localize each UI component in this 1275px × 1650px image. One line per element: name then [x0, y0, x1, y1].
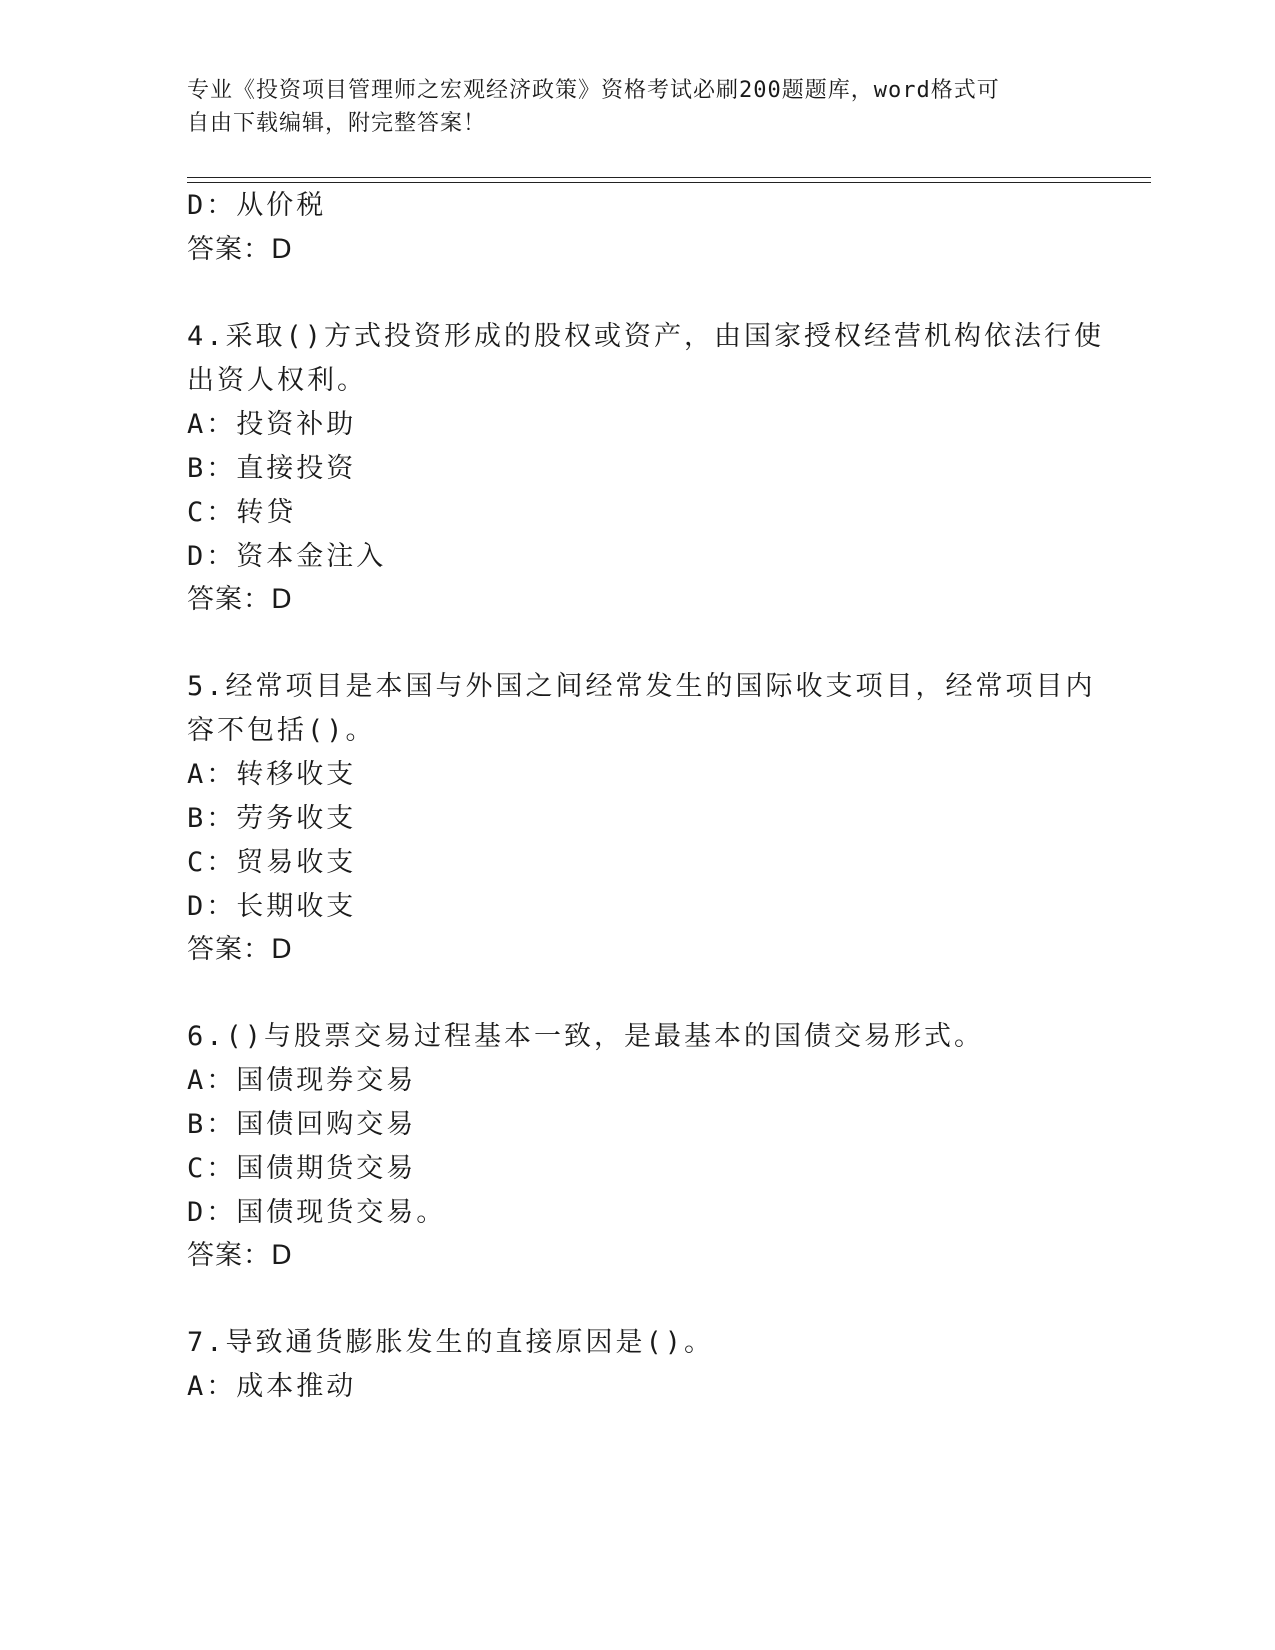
header-divider-bottom	[187, 182, 1151, 183]
q5-option-b: B：劳务收支	[187, 803, 357, 834]
q3-option-d: D：从价税	[187, 190, 327, 221]
q7-stem-line-1: 7.导致通货膨胀发生的直接原因是()。	[187, 1327, 715, 1358]
q3-answer: 答案：D	[187, 234, 293, 265]
q4-option-b: B：直接投资	[187, 453, 357, 484]
q4-option-a: A：投资补助	[187, 409, 357, 440]
header-line-1: 专业《投资项目管理师之宏观经济政策》资格考试必刷200题题库，word格式可	[187, 78, 1000, 103]
q6-option-b: B：国债回购交易	[187, 1109, 417, 1140]
header-divider-top	[187, 177, 1151, 178]
document-header	[187, 74, 1087, 140]
q5-option-a: A：转移收支	[187, 759, 357, 790]
q6-stem-line-1: 6.()与股票交易过程基本一致，是最基本的国债交易形式。	[187, 1021, 985, 1052]
q7-option-a: A：成本推动	[187, 1371, 357, 1402]
q6-option-a: A：国债现券交易	[187, 1065, 417, 1096]
q4-stem-line-2: 出资人权利。	[187, 365, 367, 396]
q4-stem-line-1: 4.采取()方式投资形成的股权或资产，由国家授权经营机构依法行使	[187, 321, 1105, 352]
q5-answer: 答案：D	[187, 934, 293, 965]
q5-stem-line-1: 5.经常项目是本国与外国之间经常发生的国际收支项目，经常项目内	[187, 671, 1096, 702]
header-line-2: 自由下载编辑，附完整答案！	[187, 111, 487, 136]
q5-stem-line-2: 容不包括()。	[187, 715, 376, 746]
q4-answer: 答案：D	[187, 584, 293, 615]
q6-option-c: C：国债期货交易	[187, 1153, 417, 1184]
q4-option-c: C：转贷	[187, 497, 297, 528]
q6-option-d: D：国债现货交易。	[187, 1197, 447, 1228]
q5-option-c: C：贸易收支	[187, 847, 357, 878]
q4-option-d: D：资本金注入	[187, 541, 387, 572]
q6-answer: 答案：D	[187, 1240, 293, 1271]
q5-option-d: D：长期收支	[187, 891, 357, 922]
